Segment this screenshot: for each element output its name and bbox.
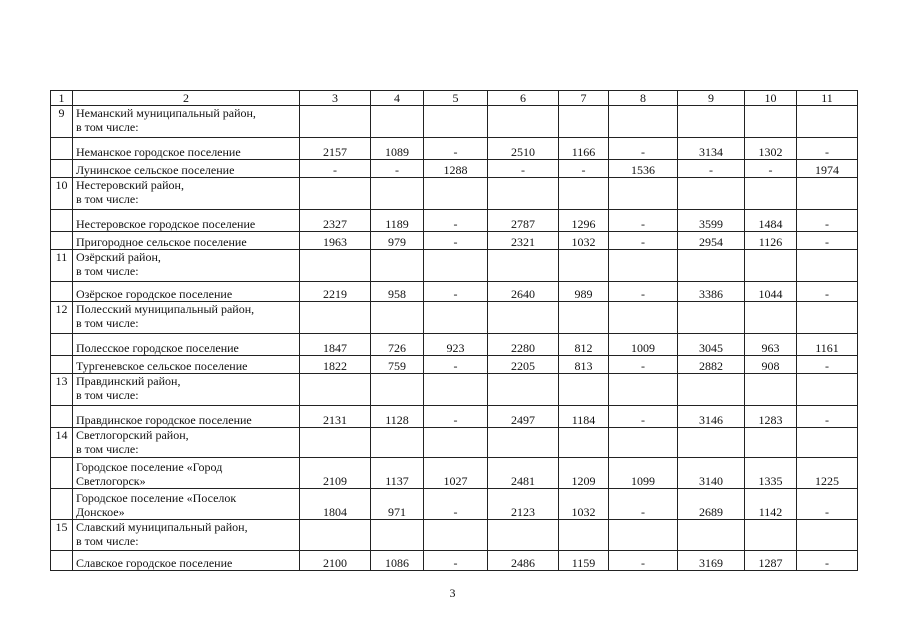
row-number-cell: 13 [51, 374, 73, 406]
row-number-cell: 9 [51, 106, 73, 138]
municipality-name-cell: Полесский муниципальный район, в том числе: [73, 302, 300, 334]
value-cell: 2219 [300, 282, 371, 302]
value-cell: 1032 [559, 232, 609, 250]
row-number-cell [51, 138, 73, 160]
municipality-name-cell: Славский муниципальный район, в том числе: [73, 520, 300, 551]
value-cell [488, 428, 559, 458]
row-number-cell: 10 [51, 178, 73, 210]
municipality-name-cell: Правдинское городское поселение [73, 406, 300, 428]
value-cell: 1287 [745, 551, 797, 571]
value-cell [424, 428, 488, 458]
value-cell [559, 106, 609, 138]
table-row [51, 138, 858, 160]
value-cell [488, 178, 559, 210]
value-cell: 2640 [488, 282, 559, 302]
value-cell: 963 [745, 334, 797, 356]
row-number-cell: 14 [51, 428, 73, 458]
value-cell: 2481 [488, 458, 559, 489]
value-cell: - [797, 356, 858, 374]
table-row [51, 356, 858, 374]
value-cell [559, 520, 609, 551]
value-cell [678, 302, 745, 334]
value-cell [371, 374, 424, 406]
value-cell: 1086 [371, 551, 424, 571]
value-cell [424, 520, 488, 551]
value-cell [559, 250, 609, 282]
value-cell: 1128 [371, 406, 424, 428]
value-cell [609, 302, 678, 334]
value-cell: 2497 [488, 406, 559, 428]
value-cell: 1137 [371, 458, 424, 489]
value-cell [300, 520, 371, 551]
value-cell: 2689 [678, 489, 745, 520]
value-cell: - [797, 489, 858, 520]
value-cell: 979 [371, 232, 424, 250]
row-number-cell [51, 160, 73, 178]
row-number-cell [51, 551, 73, 571]
value-cell [745, 106, 797, 138]
table-row [51, 232, 858, 250]
value-cell: 1159 [559, 551, 609, 571]
municipality-name-cell: Неманский муниципальный район, в том числе: [73, 106, 300, 138]
value-cell: 1027 [424, 458, 488, 489]
row-number-cell [51, 458, 73, 489]
value-cell [424, 302, 488, 334]
value-cell: 1044 [745, 282, 797, 302]
value-cell [371, 302, 424, 334]
value-cell: - [559, 160, 609, 178]
value-cell: - [745, 160, 797, 178]
value-cell: 813 [559, 356, 609, 374]
value-cell: - [609, 356, 678, 374]
value-cell: 3146 [678, 406, 745, 428]
value-cell: 2131 [300, 406, 371, 428]
value-cell [371, 520, 424, 551]
row-number-cell [51, 489, 73, 520]
value-cell [678, 106, 745, 138]
municipality-name-cell: Озёрское городское поселение [73, 282, 300, 302]
value-cell [678, 250, 745, 282]
value-cell: - [609, 210, 678, 232]
value-cell [745, 374, 797, 406]
value-cell: 1283 [745, 406, 797, 428]
value-cell [371, 106, 424, 138]
header-cell: 5 [424, 91, 488, 106]
value-cell: 1963 [300, 232, 371, 250]
value-cell [678, 428, 745, 458]
municipality-name-cell: Озёрский район, в том числе: [73, 250, 300, 282]
value-cell [609, 374, 678, 406]
value-cell [424, 250, 488, 282]
table-row [51, 428, 858, 458]
value-cell: 2157 [300, 138, 371, 160]
value-cell [609, 178, 678, 210]
row-number-cell: 15 [51, 520, 73, 551]
municipality-name-cell: Городское поселение «Город Светлогорск» [73, 458, 300, 489]
value-cell [609, 250, 678, 282]
header-cell: 4 [371, 91, 424, 106]
data-table [50, 90, 858, 571]
value-cell: - [488, 160, 559, 178]
value-cell: 1804 [300, 489, 371, 520]
value-cell: - [424, 489, 488, 520]
municipality-name-cell: Нестеровское городское поселение [73, 210, 300, 232]
header-cell: 7 [559, 91, 609, 106]
value-cell: - [424, 406, 488, 428]
value-cell: 2109 [300, 458, 371, 489]
value-cell: 2486 [488, 551, 559, 571]
value-cell: 1126 [745, 232, 797, 250]
value-cell: - [424, 551, 488, 571]
value-cell: 2205 [488, 356, 559, 374]
value-cell [678, 178, 745, 210]
value-cell: 1161 [797, 334, 858, 356]
value-cell: 2123 [488, 489, 559, 520]
row-number-cell [51, 356, 73, 374]
municipality-name-cell: Правдинский район, в том числе: [73, 374, 300, 406]
value-cell [559, 178, 609, 210]
value-cell [797, 178, 858, 210]
value-cell [797, 428, 858, 458]
value-cell: 1142 [745, 489, 797, 520]
value-cell [745, 520, 797, 551]
header-cell: 1 [51, 91, 73, 106]
value-cell: - [797, 282, 858, 302]
value-cell [424, 106, 488, 138]
value-cell: 2100 [300, 551, 371, 571]
value-cell: - [609, 138, 678, 160]
value-cell: 2280 [488, 334, 559, 356]
value-cell: 1184 [559, 406, 609, 428]
value-cell: - [797, 210, 858, 232]
value-cell [371, 178, 424, 210]
value-cell: - [609, 489, 678, 520]
value-cell [488, 374, 559, 406]
value-cell [678, 520, 745, 551]
value-cell [559, 302, 609, 334]
value-cell: 2321 [488, 232, 559, 250]
value-cell [745, 428, 797, 458]
header-cell: 11 [797, 91, 858, 106]
value-cell: - [424, 282, 488, 302]
municipality-name-cell: Полесское городское поселение [73, 334, 300, 356]
municipality-name-cell: Светлогорский район, в том числе: [73, 428, 300, 458]
value-cell: - [424, 138, 488, 160]
value-cell: 1484 [745, 210, 797, 232]
header-cell: 8 [609, 91, 678, 106]
table-row [51, 520, 858, 551]
value-cell [609, 106, 678, 138]
value-cell: 908 [745, 356, 797, 374]
value-cell: - [797, 138, 858, 160]
value-cell [745, 250, 797, 282]
value-cell [797, 250, 858, 282]
value-cell: 1536 [609, 160, 678, 178]
municipality-name-cell: Нестеровский район, в том числе: [73, 178, 300, 210]
value-cell: 3134 [678, 138, 745, 160]
row-number-cell [51, 334, 73, 356]
value-cell [300, 428, 371, 458]
header-cell: 2 [73, 91, 300, 106]
value-cell: 1166 [559, 138, 609, 160]
row-number-cell [51, 282, 73, 302]
header-cell: 3 [300, 91, 371, 106]
value-cell [609, 520, 678, 551]
value-cell [371, 250, 424, 282]
value-cell: 1847 [300, 334, 371, 356]
value-cell [424, 178, 488, 210]
table-row [51, 210, 858, 232]
value-cell [488, 106, 559, 138]
value-cell: - [609, 551, 678, 571]
municipality-name-cell: Славское городское поселение [73, 551, 300, 571]
value-cell: 759 [371, 356, 424, 374]
value-cell: - [609, 406, 678, 428]
value-cell [678, 374, 745, 406]
value-cell: 3169 [678, 551, 745, 571]
value-cell: 958 [371, 282, 424, 302]
municipality-name-cell: Неманское городское поселение [73, 138, 300, 160]
table-row [51, 282, 858, 302]
value-cell: 1296 [559, 210, 609, 232]
value-cell: 1009 [609, 334, 678, 356]
value-cell: - [300, 160, 371, 178]
value-cell: 2787 [488, 210, 559, 232]
value-cell [797, 520, 858, 551]
value-cell [745, 178, 797, 210]
value-cell [488, 520, 559, 551]
value-cell [797, 302, 858, 334]
value-cell: - [797, 232, 858, 250]
table-row [51, 458, 858, 489]
value-cell: 989 [559, 282, 609, 302]
value-cell: 1335 [745, 458, 797, 489]
value-cell: 3599 [678, 210, 745, 232]
municipality-name-cell: Пригородное сельское поселение [73, 232, 300, 250]
value-cell [424, 374, 488, 406]
value-cell: 1209 [559, 458, 609, 489]
row-number-cell [51, 406, 73, 428]
header-cell: 10 [745, 91, 797, 106]
table-row [51, 178, 858, 210]
value-cell: 1288 [424, 160, 488, 178]
value-cell [300, 250, 371, 282]
value-cell: 3386 [678, 282, 745, 302]
value-cell [559, 428, 609, 458]
value-cell: 1089 [371, 138, 424, 160]
value-cell: 726 [371, 334, 424, 356]
value-cell [745, 302, 797, 334]
value-cell [300, 106, 371, 138]
table-row [51, 489, 858, 520]
value-cell [559, 374, 609, 406]
value-cell: - [424, 232, 488, 250]
value-cell: 1302 [745, 138, 797, 160]
table-row [51, 302, 858, 334]
value-cell: 1974 [797, 160, 858, 178]
value-cell [797, 106, 858, 138]
value-cell: 1822 [300, 356, 371, 374]
value-cell [300, 374, 371, 406]
header-cell: 6 [488, 91, 559, 106]
municipality-name-cell: Тургеневское сельское поселение [73, 356, 300, 374]
value-cell: - [424, 356, 488, 374]
value-cell: 812 [559, 334, 609, 356]
table-row [51, 250, 858, 282]
value-cell [609, 428, 678, 458]
value-cell [488, 250, 559, 282]
value-cell: - [797, 406, 858, 428]
value-cell: - [797, 551, 858, 571]
table-row [51, 106, 858, 138]
value-cell: 2510 [488, 138, 559, 160]
value-cell: - [678, 160, 745, 178]
value-cell [300, 302, 371, 334]
value-cell [371, 428, 424, 458]
value-cell: 2327 [300, 210, 371, 232]
value-cell: 2954 [678, 232, 745, 250]
value-cell: 2882 [678, 356, 745, 374]
row-number-cell: 12 [51, 302, 73, 334]
table-row [51, 551, 858, 571]
value-cell: 3140 [678, 458, 745, 489]
table-body [51, 91, 858, 571]
value-cell: - [424, 210, 488, 232]
value-cell: 1225 [797, 458, 858, 489]
value-cell [300, 178, 371, 210]
page-number: 3 [449, 586, 456, 600]
row-number-cell [51, 232, 73, 250]
value-cell: 923 [424, 334, 488, 356]
value-cell: 1189 [371, 210, 424, 232]
row-number-cell [51, 210, 73, 232]
table-header-row [51, 91, 858, 106]
header-cell: 9 [678, 91, 745, 106]
value-cell: - [609, 282, 678, 302]
table-row [51, 406, 858, 428]
table-row [51, 334, 858, 356]
row-number-cell: 11 [51, 250, 73, 282]
value-cell: 971 [371, 489, 424, 520]
table-row [51, 374, 858, 406]
municipality-name-cell: Лунинское сельское поселение [73, 160, 300, 178]
value-cell: - [609, 232, 678, 250]
value-cell [797, 374, 858, 406]
table-row [51, 160, 858, 178]
value-cell [488, 302, 559, 334]
value-cell: - [371, 160, 424, 178]
municipality-name-cell: Городское поселение «Поселок Донское» [73, 489, 300, 520]
value-cell: 3045 [678, 334, 745, 356]
value-cell: 1032 [559, 489, 609, 520]
value-cell: 1099 [609, 458, 678, 489]
